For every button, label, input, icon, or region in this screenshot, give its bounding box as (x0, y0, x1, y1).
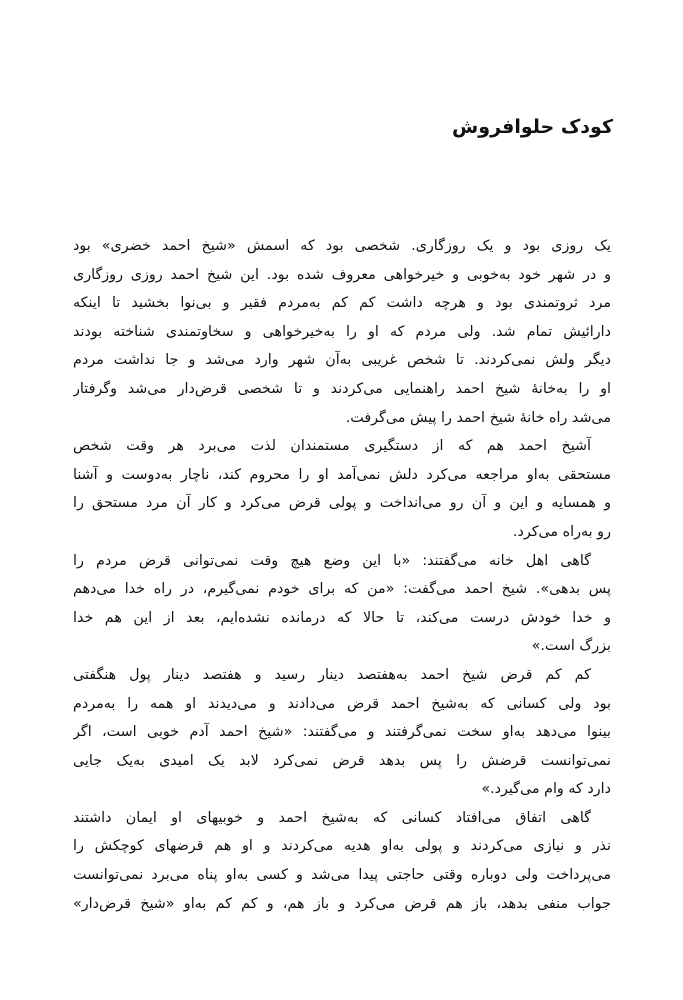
text-line: او را به‌خانهٔ شیخ احمد راهنمایی می‌کردند و تا شخصی قرض‌دار می‌شد وگرفتار (73, 380, 611, 397)
chapter-title: کودک حلوافروش (452, 116, 613, 138)
text-line: و همسایه و این و آن رو می‌انداخت و پولی قرض می‌کرد و کار آن مرد مستحق را (73, 495, 611, 512)
text-line: آشیخ احمد هم که از دستگیری مستمندان لذت می‌برد هر وقت شخص (73, 438, 591, 455)
paragraph-2 (73, 432, 611, 546)
text-line: مستحقی به‌او مراجعه می‌کرد دلش نمی‌آمد او را محروم کند، ناچار به‌دوست و آشنا (73, 466, 611, 483)
text-line: نذر و نیازی می‌کردند و پولی به‌او هدیه می‌کردند و او هم قرضهای کوچکش را (73, 838, 611, 855)
text-line: پس بدهی». شیخ احمد می‌گفت: «من که برای خودم نمی‌گیرم، در راه خدا می‌دهم (73, 581, 611, 598)
text-line: بینوا می‌دهد به‌او سخت نمی‌گرفتند و می‌گفتند: «شیخ احمد آدم خوبی است، اگر (73, 724, 611, 741)
paragraph-3 (73, 547, 611, 661)
text-line: دیگر ولش نمی‌کردند. تا شخص غریبی به‌آن شهر وارد می‌شد و جا نداشت مردم (73, 352, 611, 369)
body-text (73, 232, 611, 918)
paragraph-5 (73, 804, 611, 918)
text-line: نمی‌توانست قرضش را پس بدهد قرض نمی‌کرد لابد یک امیدی به‌یک جایی (73, 752, 611, 769)
paragraph-1 (73, 232, 611, 432)
text-line: گاهی اتفاق می‌افتاد کسانی که به‌شیخ احمد و خوبیهای او ایمان داشتند (73, 809, 591, 826)
text-line: می‌پرداخت ولی دوباره وقتی حاجتی پیدا می‌شد و کسی به‌او پناه می‌برد نمی‌توانست (73, 867, 611, 884)
text-line: می‌شد راه خانهٔ شیخ احمد را پیش می‌گرفت. (345, 409, 611, 426)
text-line: گاهی اهل خانه می‌گفتند: «با این وضع هیچ وقت نمی‌توانی قرض مردم را (73, 552, 591, 569)
text-line: و خدا خودش درست می‌کند، تا حالا که درمانده نشده‌ایم، بعد از این هم خدا (73, 609, 611, 626)
text-line: یک روزی بود و یک روزگاری. شخصی بود که اسمش «شیخ احمد خضری» بود (73, 238, 611, 254)
paragraph-4 (73, 661, 611, 804)
text-line: کم کم قرض شیخ احمد به‌هفتصد دینار رسید و هفتصد دینار پول هنگفتی (73, 666, 591, 683)
text-line: بزرگ است.» (531, 638, 611, 655)
text-line: رو به‌راه می‌کرد. (512, 523, 611, 540)
text-line: دارائیش تمام شد. ولی مردم که او را به‌خیرخواهی و سخاوتمندی شناخته بودند (73, 323, 611, 340)
text-line: دارد که وام می‌گیرد.» (481, 781, 611, 798)
text-line: مرد ثروتمندی بود و هرچه داشت کم کم به‌مردم فقیر و بی‌نوا بخشید تا اینکه (73, 295, 611, 312)
text-line: جواب منفی بدهد، باز هم قرض می‌کرد و باز هم، و کم کم به‌او «شیخ قرض‌دار» (73, 895, 611, 912)
text-line: و در شهر خود به‌خوبی و خیرخواهی معروف شده بود. این شیخ احمد روزی روزگاری (73, 266, 611, 283)
text-line: بود ولی کسانی که به‌شیخ احمد قرض می‌دادند و می‌دیدند او همه را به‌مردم (73, 695, 611, 712)
